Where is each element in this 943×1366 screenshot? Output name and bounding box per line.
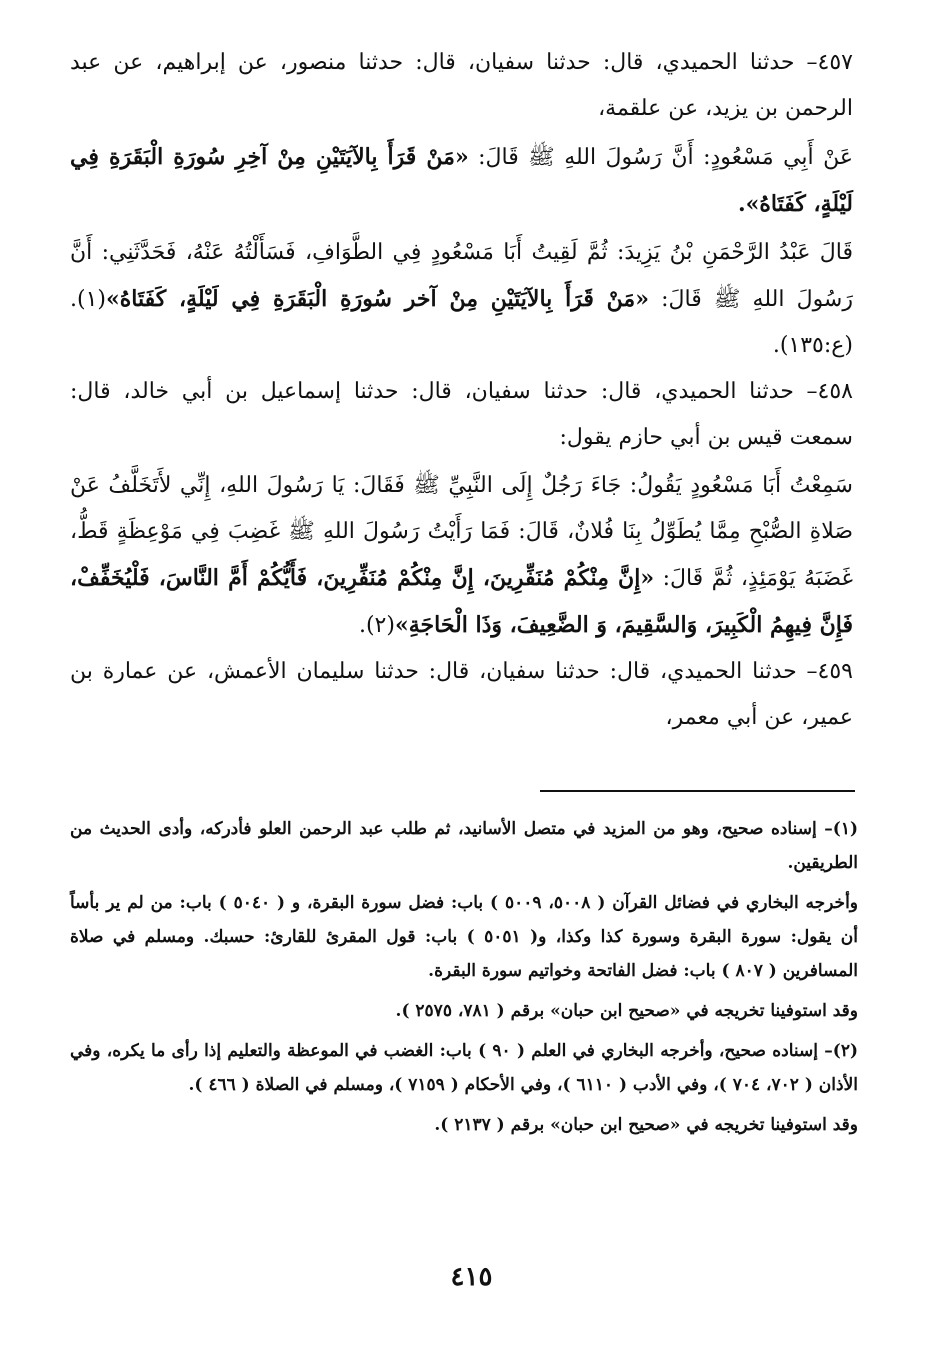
footnote-1-sources: وأخرجه البخاري في فضائل القرآن ( ٥٠٠٨، ٥٠٠٩ ) باب: فضل سورة البقرة، و ( ٥٠٤٠ ) باب: من لم ير بأساً أن يقول: سورة البقرة وسورة كذا وكذا، و( ٥٠٥١ ) باب: قول المقرئ للقارئ: حسبك. ومسلم في صلاة المسافرين ( ٨٠٧ ) باب: فضل الفاتحة وخواتيم سورة البقرة.	[70, 893, 858, 981]
hadith-457-matn	[70, 134, 853, 228]
hadith-458-matn	[70, 463, 853, 649]
hadith-457-isnad: ٤٥٧– حدثنا الحميدي، قال: حدثنا سفيان، قال: حدثنا منصور، عن إبراهيم، عن عبد الرحمن بن يزيد، عن علقمة،	[70, 50, 853, 121]
footnote-1-grading: (١)– إسناده صحيح، وهو من المزيد في متصل الأسانيد، ثم طلب عبد الرحمن العلو فأدركه، وأدى الحديث من الطريقين.	[70, 819, 858, 873]
footnote-2-ibn-hibban: وقد استوفينا تخريجه في «صحيح ابن حبان» برقم ( ٢١٣٧ ).	[434, 1115, 858, 1135]
footnote-1-ibn-hibban: وقد استوفينا تخريجه في «صحيح ابن حبان» برقم ( ٧٨١، ٢٥٧٥ ).	[395, 1001, 858, 1021]
hadith-457-second-quote: «مَنْ قَرَأَ بِالآيَتَيْنِ مِنْ آخر سُورَةِ الْبَقَرَةِ فِي لَيْلَةٍ، كَفَتَاهُ»	[106, 286, 649, 312]
main-text	[70, 40, 853, 741]
hadith-457-matn-intro: عَنْ أَبِي مَسْعُودٍ: أَنَّ رَسُولَ اللهِ ﷺ قَالَ:	[468, 145, 853, 170]
hadith-457-second-ref: (١). (ع:١٣٥).	[70, 287, 853, 358]
hadith-458-matn-intro: سَمِعْتُ أَبَا مَسْعُودٍ يَقُولُ: جَاءَ رَجُلٌ إِلَى النَّبِيِّ ﷺ فَقَالَ: يَا رَسُولَ اللهِ، إِنِّي لأَتَخَلَّفُ عَنْ صَلاةِ الصُّبْحِ مِمَّا يُطَوِّلُ بِنَا فُلانٌ، قَالَ: فَمَا رَأَيْتُ رَسُولَ اللهِ ﷺ غَضِبَ فِي مَوْعِظَةٍ قَطُّ، غَضَبَهُ يَوْمَئِذٍ، ثُمَّ قَالَ:	[70, 473, 853, 591]
hadith-459-isnad: ٤٥٩– حدثنا الحميدي، قال: حدثنا سفيان، قال: حدثنا سليمان الأعمش، عن عمارة بن عمير، عن أبي معمر،	[70, 659, 853, 730]
hadith-457-second-narration	[70, 230, 853, 369]
hadith-458-ref: (٢).	[358, 613, 395, 638]
footnotes	[70, 812, 858, 1142]
hadith-458-isnad: ٤٥٨– حدثنا الحميدي، قال: حدثنا سفيان، قال: حدثنا إسماعيل بن أبي خالد، قال: سمعت قيس بن أبي حازم يقول:	[70, 379, 853, 450]
hadith-457-matn-quote: «مَنْ قَرَأَ بِالآيَتَيْنِ مِنْ آخِرِ سُورَةِ الْبَقَرَةِ فِي لَيْلَةٍ، كَفَتَاهُ».	[70, 144, 853, 217]
page-number: ٤١٥	[450, 1262, 493, 1292]
hadith-458-matn-quote: «إِنَّ مِنْكُمْ مُنَفِّرِينَ، إِنَّ مِنْكُمْ مُنَفِّرِينَ، فَأَيُّكُمْ أَمَّ النَّاسَ، فَلْيُخَفِّفْ، فَإِنَّ فِيهِمُ الْكَبِيرَ، وَالسَّقِيمَ، وَ الضَّعِيفَ، وَذَا الْحَاجَةِ»	[70, 565, 853, 638]
footnote-divider	[540, 790, 855, 792]
hadith-457-second-intro: قَالَ عَبْدُ الرَّحْمَنِ بْنُ يَزِيدَ: ثُمَّ لَقِيتُ أَبَا مَسْعُودٍ فِي الطَّوَافِ، فَسَأَلْتُهُ عَنْهُ، فَحَدَّثَنِي: أَنَّ رَسُولَ اللهِ ﷺ قَالَ:	[70, 240, 853, 312]
footnote-2-grading: (٢)– إسناده صحيح، وأخرجه البخاري في العلم ( ٩٠ ) باب: الغضب في الموعظة والتعليم إذا رأى ما يكره، وفي الأذان ( ٧٠٢، ٧٠٤ )، وفي الأدب ( ٦١١٠ )، وفي الأحكام ( ٧١٥٩ )، ومسلم في الصلاة ( ٤٦٦ ).	[70, 1041, 858, 1095]
